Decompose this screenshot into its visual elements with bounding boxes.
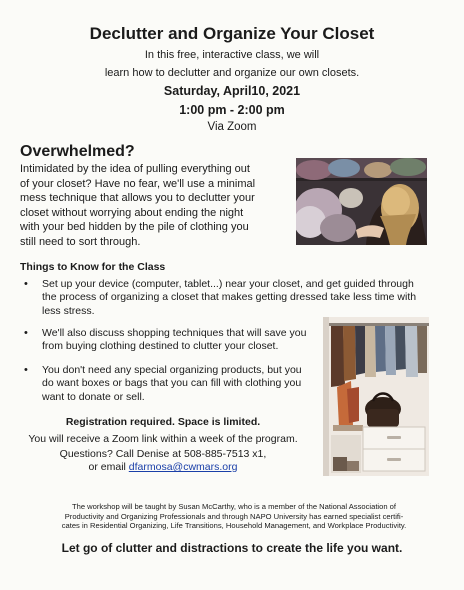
event-venue: Via Zoom <box>207 121 257 133</box>
bullet-line: less stress. <box>42 304 95 317</box>
flyer-title: Declutter and Organize Your Closet <box>89 24 375 43</box>
event-time: 1:00 pm - 2:00 pm <box>179 103 285 117</box>
registration-note: Registration required. Space is limited. <box>65 416 261 428</box>
paragraph-line: still need to sort through. <box>20 235 141 248</box>
contact-email-line <box>0 461 326 473</box>
paragraph-line: Intimidated by the idea of pulling everything out <box>20 163 250 175</box>
email-prefix: or email <box>88 461 129 473</box>
bullet-icon: • <box>24 278 28 290</box>
intro-line-2: learn how to declutter and organize our own closets. <box>104 67 360 79</box>
bullet-icon: • <box>24 327 28 339</box>
bullet-line: want to donate or sell. <box>42 390 145 403</box>
bullet-line: from buying clothing destined to clutter your closet. <box>42 340 279 353</box>
instructor-bio <box>28 502 440 531</box>
paragraph-line: mess technique that allows you to declutter your <box>20 192 255 205</box>
things-to-know-heading: Things to Know for the Class <box>20 261 166 273</box>
zoom-link-note: You will receive a Zoom link within a week of the program. <box>28 433 298 445</box>
bio-line: cates in Residential Organizing, Life Transitions, Household Management, and Workplace Productivity. <box>61 521 407 531</box>
contact-phone: Questions? Call Denise at 508-885-7513 x1, <box>59 448 267 460</box>
bullet-line: Set up your device (computer, tablet...) near your closet, and get guided through <box>42 278 414 290</box>
overwhelmed-heading: Overwhelmed? <box>20 143 135 160</box>
bullet-line: You don't need any special organizing products, but you <box>42 364 302 376</box>
paragraph-line: with your bed hidden by the pile of clothing you <box>20 221 249 234</box>
bio-line: The workshop will be taught by Susan McCarthy, who is a member of the National Association of <box>71 502 397 511</box>
email-link[interactable]: dfarmosa@cwmars.org <box>128 461 238 473</box>
bullet-line: We'll also discuss shopping techniques that will save you <box>42 327 307 339</box>
event-date: Saturday, April10, 2021 <box>163 84 301 98</box>
bio-line: Productivity and Organizing Professionals and through NAPO University has earned specialist certifi- <box>64 511 404 521</box>
paragraph-line: closet without worrying about ending the night <box>20 206 244 219</box>
paragraph-line: of your closet? Have no fear, we'll use a minimal <box>20 177 256 190</box>
list-item <box>24 278 444 318</box>
bullet-icon: • <box>24 364 28 376</box>
intro-line-1: In this free, interactive class, we will <box>144 49 320 61</box>
bullet-line: do want boxes or bags that you can fill with clothing you <box>42 377 302 390</box>
organized-closet-photo <box>323 317 429 476</box>
footer-tagline: Let go of clutter and distractions to create the life you want. <box>61 541 403 555</box>
bullet-line: the process of organizing a closet that makes getting dressed take less time with <box>42 291 417 304</box>
sorting-clothes-photo <box>296 158 427 245</box>
overwhelmed-paragraph <box>20 162 292 250</box>
